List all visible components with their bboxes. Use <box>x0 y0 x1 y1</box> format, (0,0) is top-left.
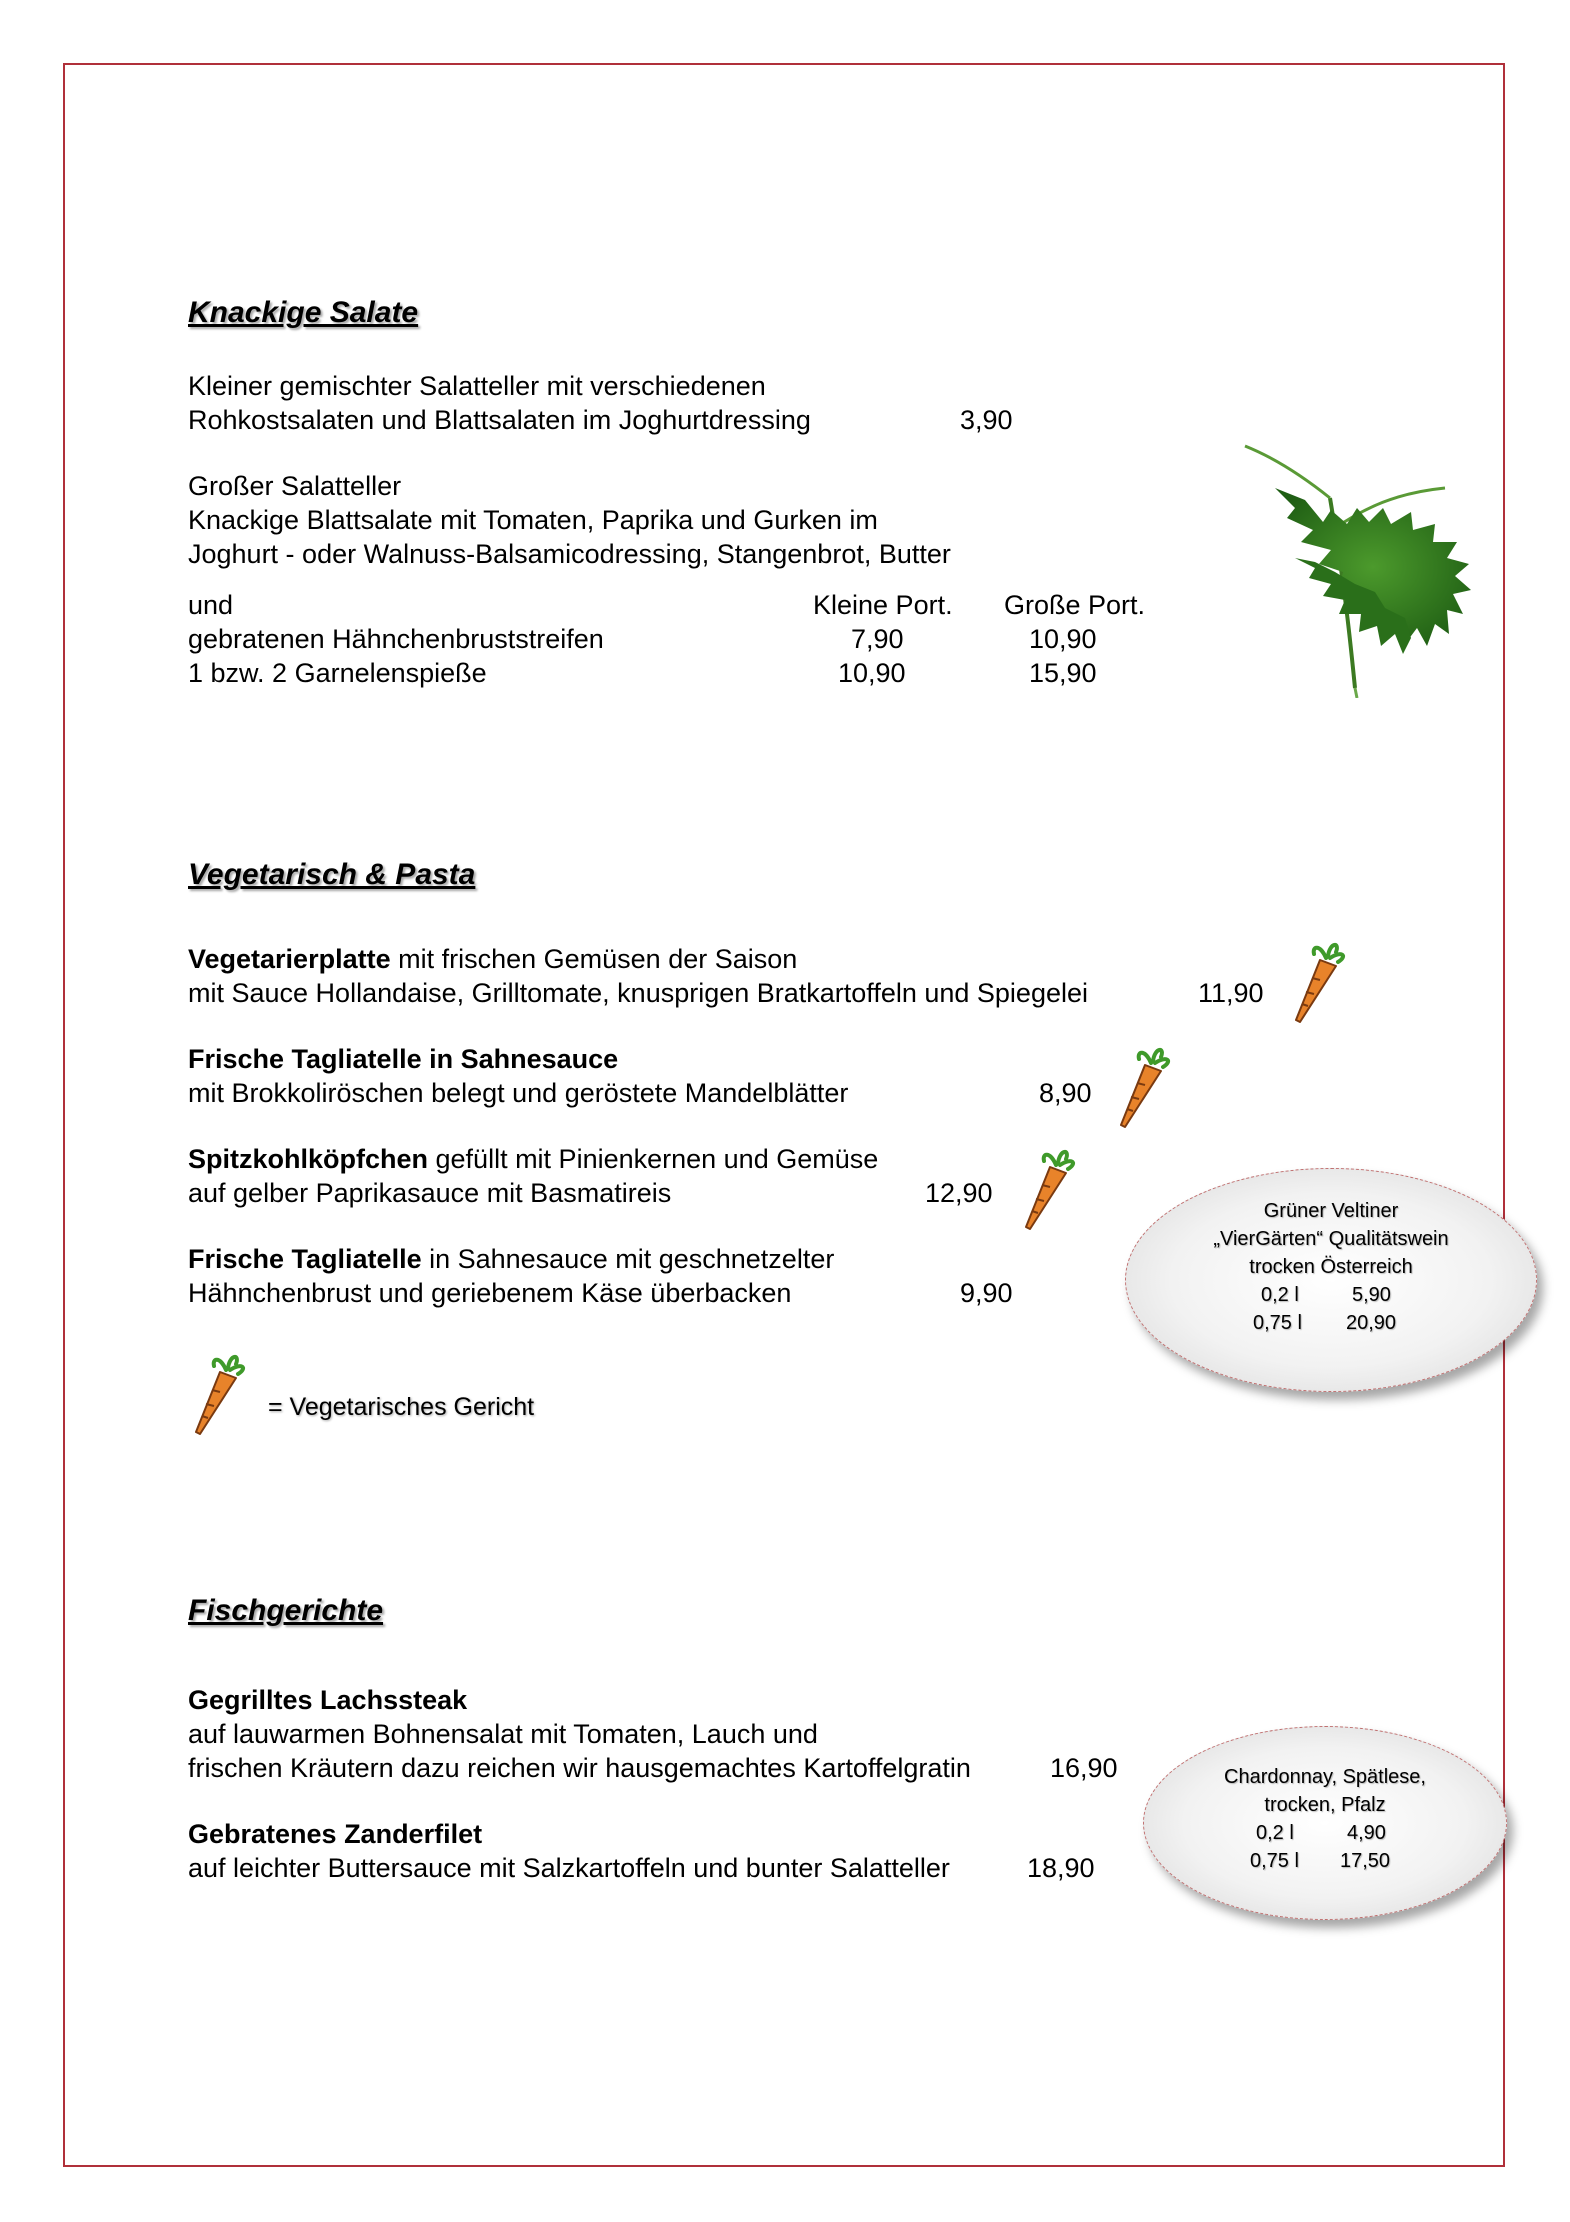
salad-row2-small: 10,90 <box>838 658 906 688</box>
wine2-line1: Chardonnay, Spätlese, <box>1224 1766 1426 1788</box>
wine1-size1: 0,2 l <box>1261 1284 1299 1306</box>
carrot-icon <box>1115 1045 1175 1130</box>
fish-item2-line2: auf leichter Buttersauce mit Salzkartoffeln und bunter Salatteller <box>188 1853 950 1883</box>
veg-item3-line2: auf gelber Paprikasauce mit Basmatireis <box>188 1178 672 1208</box>
veg-item1-name: Vegetarierplatte <box>188 944 391 974</box>
veg-item3-line1 <box>188 1142 878 1176</box>
veg-item1-line2: mit Sauce Hollandaise, Grilltomate, knusprigen Bratkartoffeln und Spiegelei <box>188 978 1088 1008</box>
fish-item2-price: 18,90 <box>1027 1853 1095 1883</box>
veg-item2-line2: mit Brokkoliröschen belegt und geröstete Mandelblätter <box>188 1078 849 1108</box>
veg-item3-name: Spitzkohlköpfchen <box>188 1144 429 1174</box>
veg-item2-price: 8,90 <box>1039 1078 1092 1108</box>
veg-item2-line1 <box>188 1042 618 1076</box>
veg-item4-name: Frische Tagliatelle <box>188 1244 422 1274</box>
arugula-leaf-image <box>1235 438 1485 698</box>
salad-col-small: Kleine Port. <box>813 590 953 620</box>
salad-item1-line2: Rohkostsalaten und Blattsalaten im Joghurtdressing <box>188 405 811 435</box>
salad-row2-label: 1 bzw. 2 Garnelenspieße <box>188 658 487 688</box>
wine-recommendation-veltliner <box>1125 1168 1537 1392</box>
wine2-size2: 0,75 l <box>1250 1850 1299 1872</box>
fish-item1-price: 16,90 <box>1050 1753 1118 1783</box>
veg-item4-line1 <box>188 1242 834 1276</box>
salad-row1-large: 10,90 <box>1029 624 1097 654</box>
wine2-price1: 4,90 <box>1347 1822 1386 1844</box>
veg-item2-name: Frische Tagliatelle in Sahnesauce <box>188 1044 619 1074</box>
salad-row2-large: 15,90 <box>1029 658 1097 688</box>
wine1-line3: trocken Österreich <box>1249 1256 1413 1278</box>
veg-item4-price: 9,90 <box>960 1278 1013 1308</box>
veg-item1-line1 <box>188 942 797 976</box>
fish-item1-name: Gegrilltes Lachssteak <box>188 1685 468 1715</box>
section-heading-fisch: Fischgerichte <box>188 1594 384 1627</box>
wine1-size2: 0,75 l <box>1253 1312 1302 1334</box>
wine2-line2: trocken, Pfalz <box>1264 1794 1386 1816</box>
veg-item1-price: 11,90 <box>1198 978 1264 1008</box>
fish-item1-line3: frischen Kräutern dazu reichen wir hausgemachtes Kartoffelgratin <box>188 1753 971 1783</box>
veg-item1-desc: mit frischen Gemüsen der Saison <box>390 944 798 974</box>
salad-item1-line1: Kleiner gemischter Salatteller mit verschiedenen <box>188 371 766 401</box>
wine-recommendation-chardonnay <box>1143 1726 1507 1920</box>
vegetarian-legend: = Vegetarisches Gericht <box>268 1393 535 1421</box>
section-heading-vegetarisch: Vegetarisch & Pasta <box>188 858 476 891</box>
veg-item4-desc: in Sahnesauce mit geschnetzelter <box>421 1244 835 1274</box>
wine1-price2: 20,90 <box>1346 1312 1397 1334</box>
salad-col-large: Große Port. <box>1004 590 1146 620</box>
salad-item2-line1: Großer Salatteller <box>188 471 402 501</box>
carrot-icon <box>1290 940 1350 1025</box>
wine1-price1: 5,90 <box>1352 1284 1391 1306</box>
wine1-line2: „VierGärten“ Qualitätswein <box>1213 1228 1449 1250</box>
salad-table-intro: und <box>188 590 234 620</box>
veg-item3-desc: gefüllt mit Pinienkernen und Gemüse <box>428 1144 879 1174</box>
section-heading-salate: Knackige Salate <box>188 296 419 329</box>
salad-row1-small: 7,90 <box>851 624 904 654</box>
wine2-size1: 0,2 l <box>1256 1822 1294 1844</box>
salad-item2-line2: Knackige Blattsalate mit Tomaten, Paprika und Gurken im <box>188 505 878 535</box>
fish-item2-name: Gebratenes Zanderfilet <box>188 1819 483 1849</box>
salad-row1-label: gebratenen Hähnchenbruststreifen <box>188 624 604 654</box>
veg-item3-price: 12,90 <box>925 1178 993 1208</box>
wine2-price2: 17,50 <box>1340 1850 1391 1872</box>
carrot-icon <box>1020 1147 1080 1232</box>
veg-item4-line2: Hähnchenbrust und geriebenem Käse überbacken <box>188 1278 792 1308</box>
wine1-line1: Grüner Veltiner <box>1263 1200 1399 1222</box>
salad-item2-line3: Joghurt - oder Walnuss-Balsamicodressing, Stangenbrot, Butter <box>188 539 951 569</box>
salad-item1-price: 3,90 <box>960 405 1013 435</box>
carrot-icon <box>190 1352 250 1437</box>
fish-item1-line2: auf lauwarmen Bohnensalat mit Tomaten, Lauch und <box>188 1719 818 1749</box>
